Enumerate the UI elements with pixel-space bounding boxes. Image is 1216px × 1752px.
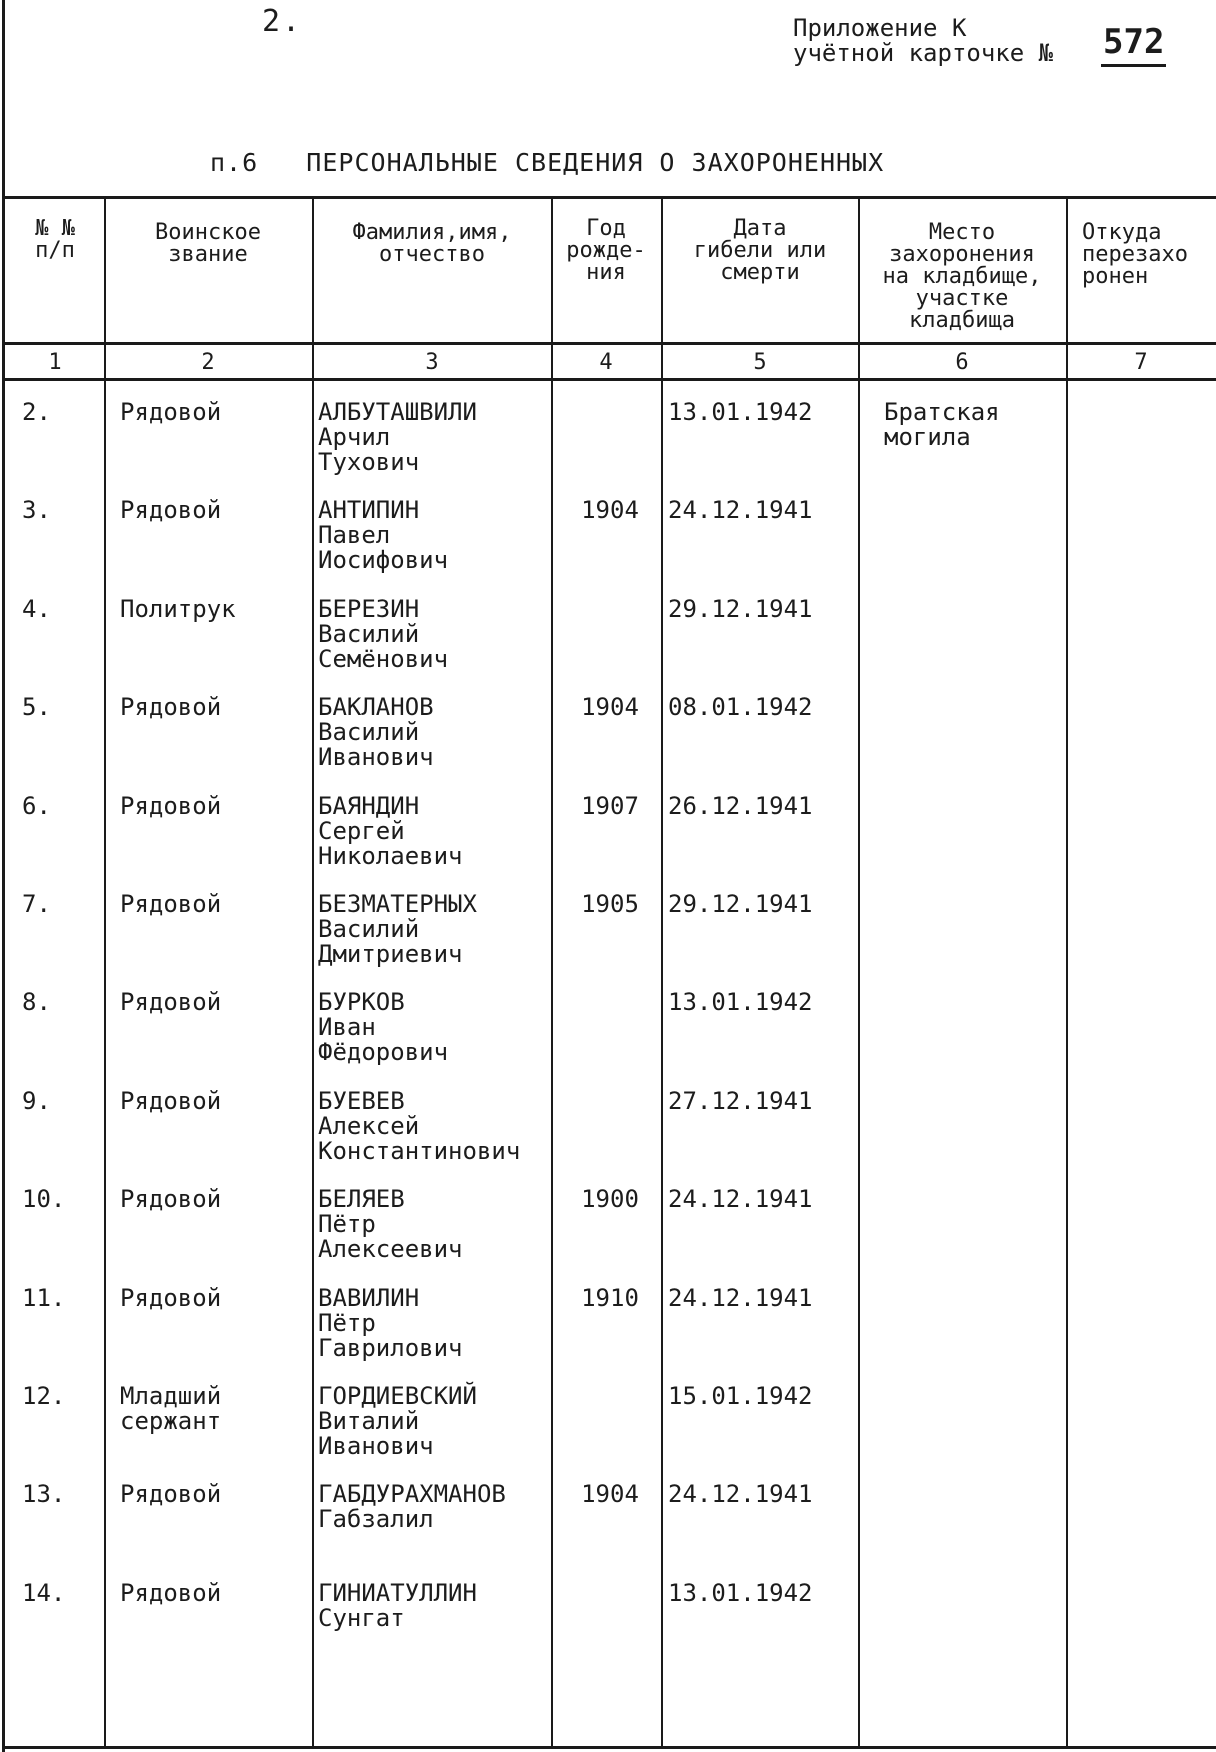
full-name: ГАБДУРАХМАНОВ Габзалил bbox=[318, 1480, 506, 1534]
row-number: 9. bbox=[22, 1086, 51, 1115]
birth-year: 1904 bbox=[581, 1480, 639, 1509]
full-name: ВАВИЛИН Пётр Гаврилович bbox=[318, 1283, 463, 1362]
death-date: 24.12.1941 bbox=[668, 496, 813, 525]
death-date: 13.01.1942 bbox=[668, 988, 813, 1017]
death-date: 08.01.1942 bbox=[668, 693, 813, 722]
header-bottom-line bbox=[2, 342, 1216, 345]
military-rank: Рядовой bbox=[120, 791, 222, 820]
burial-place: Братская могила bbox=[884, 398, 1000, 451]
table-bottom-line bbox=[2, 1746, 1216, 1749]
table-row bbox=[0, 1283, 1216, 1384]
row-number: 6. bbox=[22, 791, 51, 820]
col-number-5: 5 bbox=[753, 350, 767, 375]
military-rank: Рядовой bbox=[120, 988, 222, 1017]
table-row bbox=[0, 1384, 1216, 1482]
header-col-1: № № п/п bbox=[35, 216, 75, 263]
table-row bbox=[0, 990, 1216, 1088]
full-name: БЕЛЯЕВ Пётр Алексеевич bbox=[318, 1185, 463, 1264]
card-number: 572 bbox=[1101, 22, 1166, 67]
table-row bbox=[0, 594, 1216, 695]
column-numbers-bottom-line bbox=[2, 378, 1216, 381]
row-number: 13. bbox=[22, 1480, 66, 1509]
table-row bbox=[0, 400, 1216, 498]
death-date: 24.12.1941 bbox=[668, 1283, 813, 1312]
death-date: 26.12.1941 bbox=[668, 791, 813, 820]
table-row bbox=[0, 1187, 1216, 1285]
full-name: ГИНИАТУЛЛИН Сунгат bbox=[318, 1578, 477, 1632]
full-name: БУЕВЕВ Алексей Константинович bbox=[318, 1086, 521, 1165]
birth-year: 1904 bbox=[581, 496, 639, 525]
full-name: ГОРДИЕВСКИЙ Виталий Иванович bbox=[318, 1382, 477, 1460]
military-rank: Рядовой bbox=[120, 496, 222, 525]
col-number-3: 3 bbox=[425, 350, 439, 375]
military-rank: Рядовой bbox=[120, 1480, 222, 1509]
table-row bbox=[0, 892, 1216, 990]
col-number-6: 6 bbox=[955, 350, 969, 375]
header-col-5: Дата гибели или смерти bbox=[693, 216, 827, 285]
death-date: 27.12.1941 bbox=[668, 1086, 813, 1115]
military-rank: Политрук bbox=[120, 594, 236, 623]
header-col-6: Место захоронения на кладбище, участке кладбища bbox=[882, 220, 1042, 333]
death-date: 24.12.1941 bbox=[668, 1480, 813, 1509]
full-name: БАКЛАНОВ Василий Иванович bbox=[318, 693, 434, 772]
death-date: 13.01.1942 bbox=[668, 1578, 813, 1607]
full-name: БУРКОВ Иван Фёдорович bbox=[318, 988, 449, 1067]
full-name: АНТИПИН Павел Иосифович bbox=[318, 496, 449, 575]
col-number-7: 7 bbox=[1134, 350, 1148, 375]
header-col-3: Фамилия,имя, отчество bbox=[352, 220, 512, 267]
military-rank: Рядовой bbox=[120, 890, 222, 918]
death-date: 24.12.1941 bbox=[668, 1185, 813, 1214]
full-name: БЕЗМАТЕРНЫХ Василий Дмитриевич bbox=[318, 890, 477, 968]
table-row bbox=[0, 791, 1216, 892]
death-date: 29.12.1941 bbox=[668, 890, 813, 918]
appendix-line-1: Приложение К bbox=[793, 14, 967, 42]
appendix-line-2: учётной карточке № bbox=[793, 39, 1054, 67]
header-col-4: Год рожде- ния bbox=[566, 216, 646, 285]
table-row bbox=[0, 1482, 1216, 1580]
header-col-7: Откуда перезахо ронен bbox=[1082, 220, 1188, 289]
full-name: АЛБУТАШВИЛИ Арчил Тухович bbox=[318, 398, 477, 476]
row-number: 12. bbox=[22, 1382, 66, 1410]
military-rank: Рядовой bbox=[120, 1086, 222, 1115]
birth-year: 1910 bbox=[581, 1283, 639, 1312]
military-rank: Младший сержант bbox=[120, 1382, 222, 1435]
military-rank: Рядовой bbox=[120, 693, 222, 722]
row-number: 3. bbox=[22, 496, 51, 525]
full-name: БАЯНДИН Сергей Николаевич bbox=[318, 791, 463, 870]
section-title: п.6 ПЕРСОНАЛЬНЫЕ СВЕДЕНИЯ О ЗАХОРОНЕННЫХ bbox=[210, 148, 885, 177]
birth-year: 1900 bbox=[581, 1185, 639, 1214]
row-number: 11. bbox=[22, 1283, 66, 1312]
row-number: 7. bbox=[22, 890, 51, 918]
row-number: 4. bbox=[22, 594, 51, 623]
table-row bbox=[0, 1578, 1216, 1679]
full-name: БЕРЕЗИН Василий Семёнович bbox=[318, 594, 449, 673]
military-rank: Рядовой bbox=[120, 1185, 222, 1214]
row-number: 5. bbox=[22, 693, 51, 722]
death-date: 29.12.1941 bbox=[668, 594, 813, 623]
table-row bbox=[0, 498, 1216, 596]
row-number: 10. bbox=[22, 1185, 66, 1214]
birth-year: 1904 bbox=[581, 693, 639, 722]
row-number: 14. bbox=[22, 1578, 66, 1607]
row-number: 2. bbox=[22, 398, 51, 426]
death-date: 15.01.1942 bbox=[668, 1382, 813, 1410]
col-number-1: 1 bbox=[48, 350, 62, 375]
table-row bbox=[0, 695, 1216, 793]
military-rank: Рядовой bbox=[120, 398, 222, 426]
military-rank: Рядовой bbox=[120, 1283, 222, 1312]
table-row bbox=[0, 1086, 1216, 1187]
death-date: 13.01.1942 bbox=[668, 398, 813, 426]
row-number: 8. bbox=[22, 988, 51, 1017]
table-top-line bbox=[2, 196, 1216, 199]
page-mark: 2. bbox=[262, 4, 303, 39]
birth-year: 1907 bbox=[581, 791, 639, 820]
col-number-4: 4 bbox=[599, 350, 613, 375]
header-col-2: Воинское звание bbox=[155, 220, 261, 267]
military-rank: Рядовой bbox=[120, 1578, 222, 1607]
col-number-2: 2 bbox=[201, 350, 215, 375]
birth-year: 1905 bbox=[581, 890, 639, 918]
